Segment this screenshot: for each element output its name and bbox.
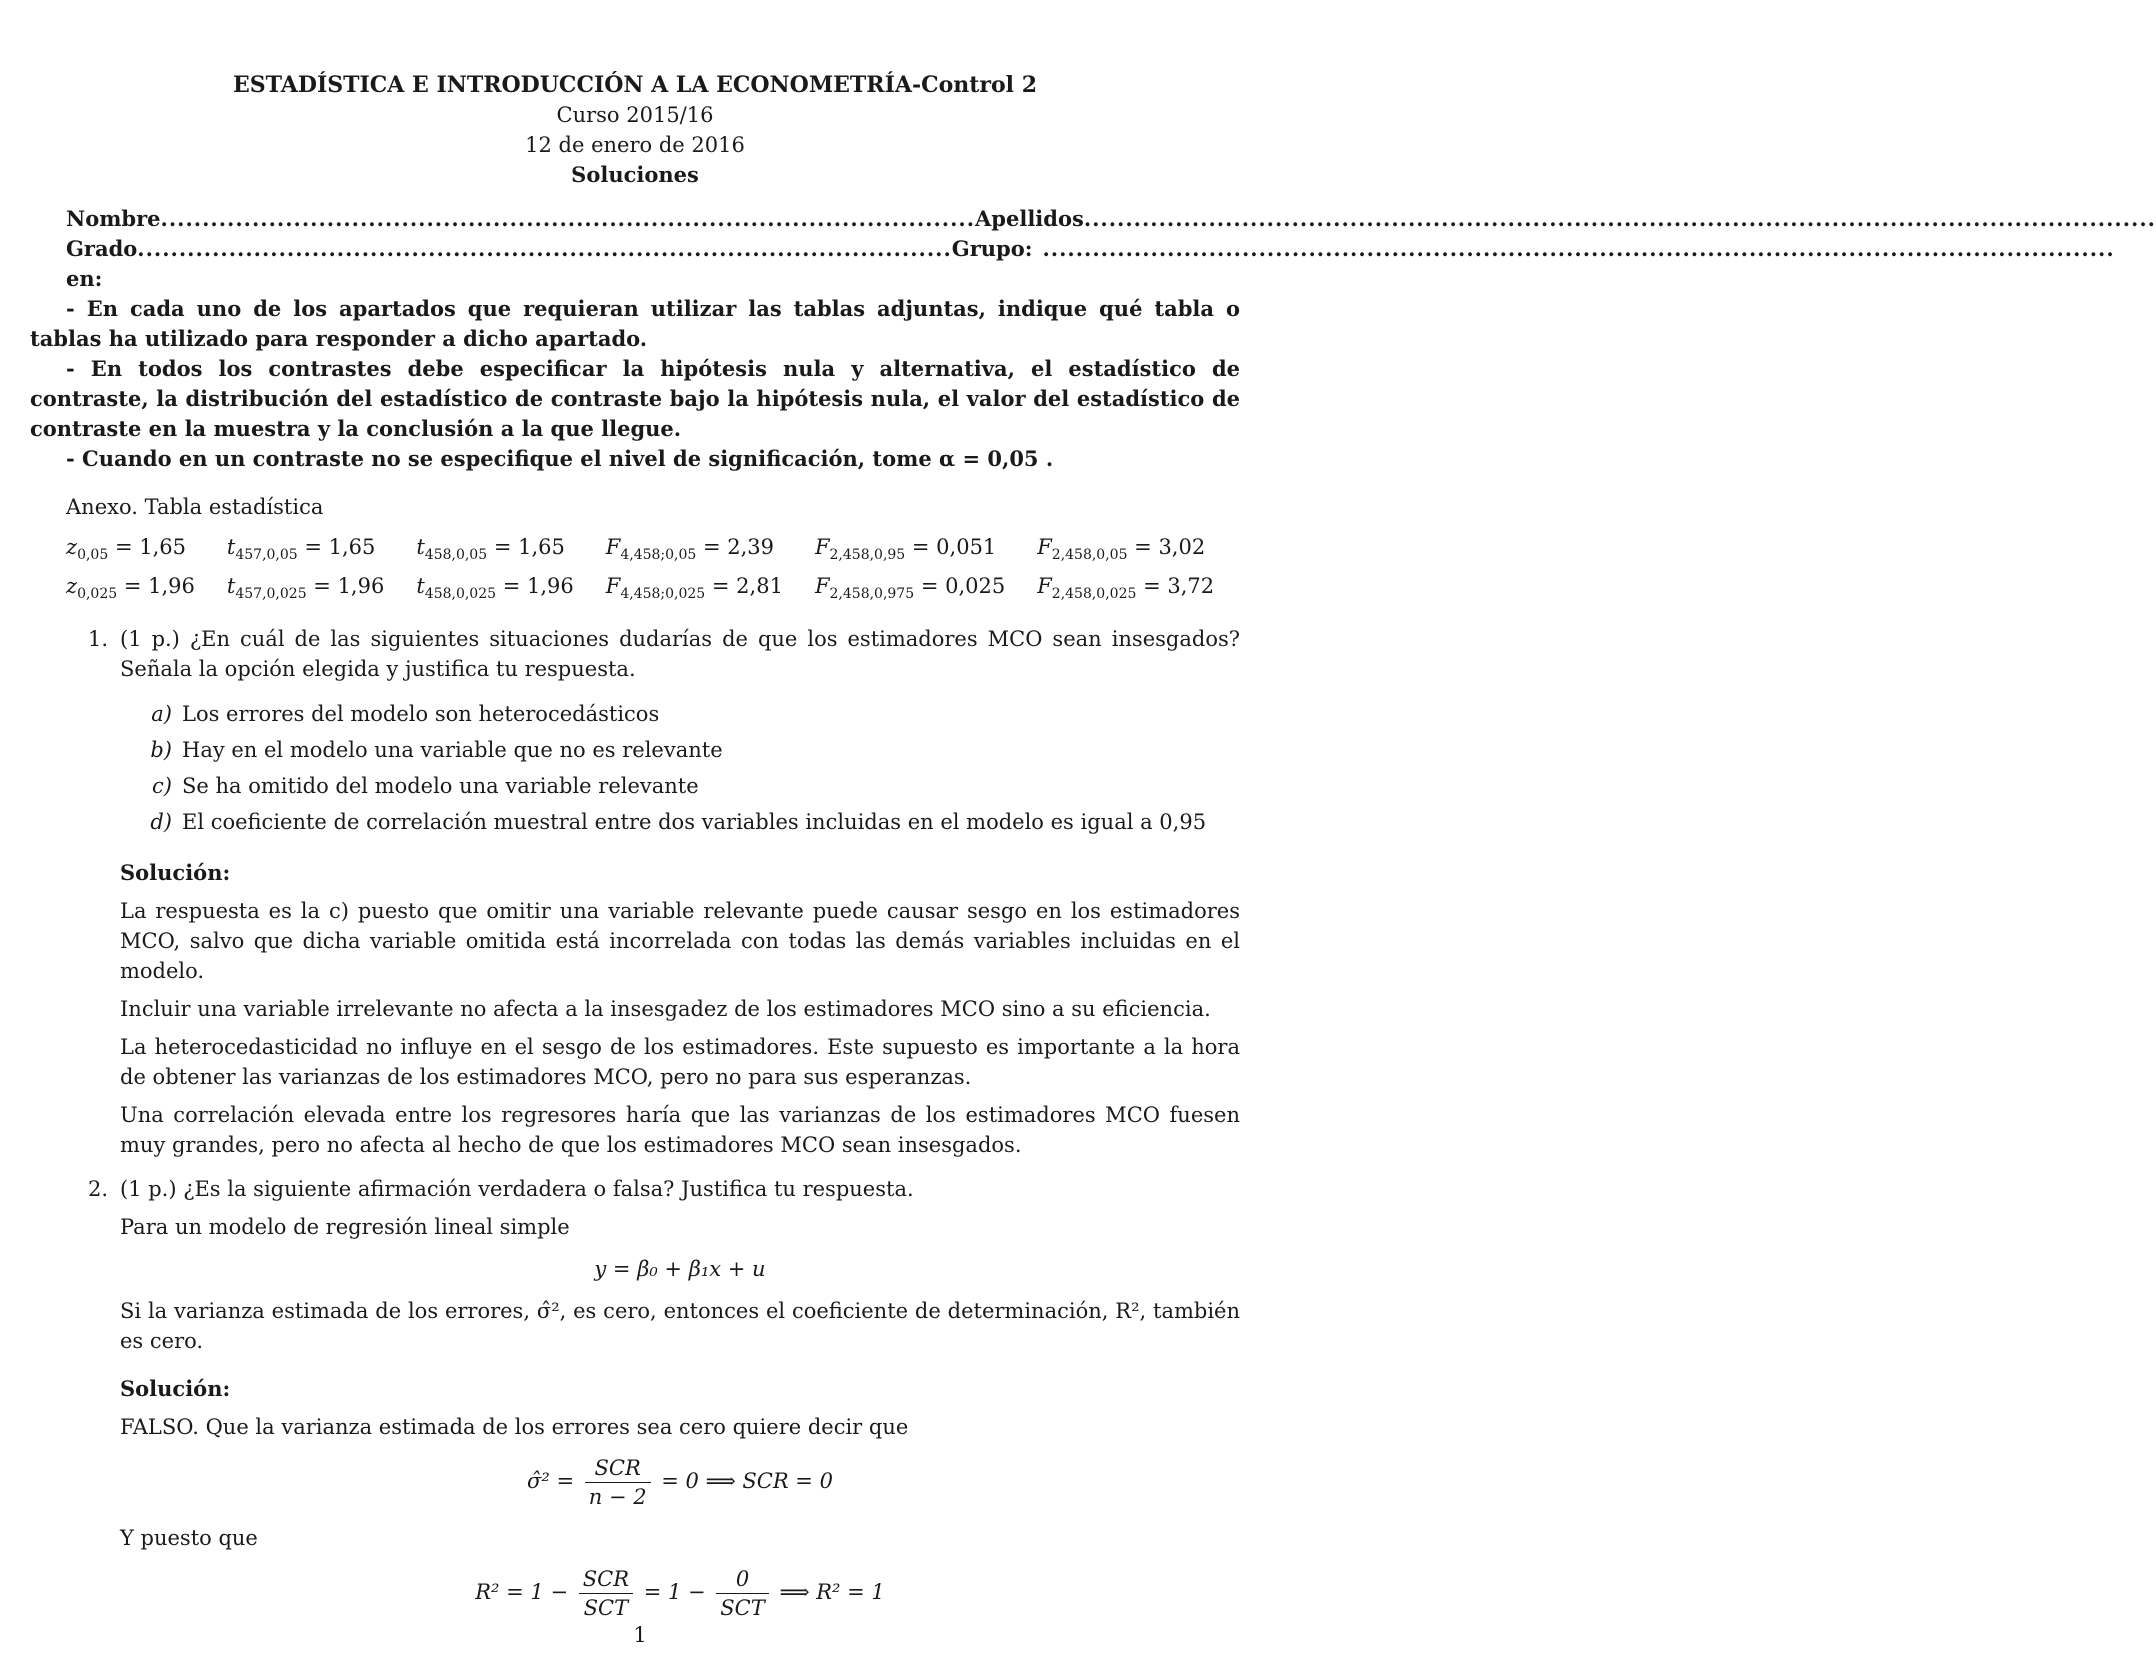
question-2-intro: Para un modelo de regresión lineal simple bbox=[120, 1215, 570, 1240]
stats-cell bbox=[1037, 532, 1246, 571]
stats-subscript: 2,458,0,05 bbox=[1051, 547, 1128, 564]
stats-cell bbox=[66, 532, 227, 571]
question-1 bbox=[30, 624, 1240, 1160]
question-1-text: (1 p.) ¿En cuál de las siguientes situaciones dudarías de que los estimadores MCO sean insesgados? Señala la opción elegida y justifica tu respuesta. bbox=[120, 627, 1240, 682]
option-a-label: a) bbox=[151, 702, 172, 727]
instruction-contrasts: - En todos los contrastes debe especificar la hipótesis nula y alternativa, el estadístico de contraste, la distribución del estadístico de contraste bajo la hipótesis nula, el valor del estadístico de contraste en la muestra y la conclusión a la que llegue. bbox=[30, 356, 1240, 441]
grupo-label: Grupo: bbox=[951, 236, 1033, 261]
question-2-statement: Si la varianza estimada de los errores, σ̂², es cero, entonces el coeficiente de determinación, R², también es cero. bbox=[120, 1299, 1240, 1354]
option-b-label: b) bbox=[150, 738, 172, 763]
apellidos-label: Apellidos bbox=[975, 206, 1084, 231]
stats-table bbox=[66, 532, 1246, 610]
question-2-since: Y puesto que bbox=[120, 1526, 258, 1551]
stats-symbol: F bbox=[1037, 574, 1052, 599]
question-2-text: (1 p.) ¿Es la siguiente afirmación verdadera o falsa? Justifica tu respuesta. bbox=[120, 1177, 914, 1202]
r2-fraction-2 bbox=[716, 1565, 768, 1622]
stats-cell bbox=[606, 571, 815, 610]
stats-cell bbox=[815, 532, 1037, 571]
date-line: 12 de enero de 2016 bbox=[525, 133, 745, 157]
stats-value: = 1,96 bbox=[313, 574, 385, 599]
nombre-label: Nombre bbox=[66, 206, 161, 231]
stats-cell bbox=[227, 571, 416, 610]
option-c bbox=[140, 768, 1240, 804]
stats-subscript: 457,0,025 bbox=[235, 586, 307, 603]
stats-cell bbox=[416, 571, 605, 610]
variance-fraction-den: n − 2 bbox=[588, 1485, 647, 1510]
stats-subscript: 4,458;0,025 bbox=[620, 586, 706, 603]
question-1-solution-p2: Incluir una variable irrelevante no afecta a la insesgadez de los estimadores MCO sino a su eficiencia. bbox=[120, 997, 1211, 1022]
variance-fraction-num: SCR bbox=[585, 1454, 651, 1483]
document-title: ESTADÍSTICA E INTRODUCCIÓN A LA ECONOMETRÍA-Control 2 bbox=[232, 72, 1038, 98]
stats-symbol: t bbox=[226, 535, 236, 559]
grado-dots: .................................................................................................. bbox=[137, 236, 952, 261]
variance-eq-lhs: σ̂² = bbox=[527, 1469, 575, 1494]
stats-symbol: z bbox=[66, 574, 78, 599]
r2-fraction-2-num: 0 bbox=[716, 1565, 768, 1594]
option-c-label: c) bbox=[152, 774, 172, 799]
stats-subscript: 0,025 bbox=[77, 586, 118, 603]
option-b bbox=[140, 732, 1240, 768]
r2-fraction-1 bbox=[579, 1565, 633, 1622]
instruction-significance: - Cuando en un contraste no se especifique el nivel de significación, tome α = 0,05 . bbox=[66, 446, 1054, 471]
r2-equation bbox=[120, 1565, 1240, 1622]
stats-cell bbox=[227, 532, 416, 571]
stats-subscript: 457,0,05 bbox=[235, 547, 298, 564]
stats-cell bbox=[1037, 571, 1246, 610]
stats-row bbox=[66, 532, 1246, 571]
stats-symbol: F bbox=[814, 574, 830, 599]
stats-value: = 0,051 bbox=[911, 535, 997, 559]
question-2-solution-title: Solución: bbox=[120, 1376, 231, 1402]
annex-title: Anexo. Tabla estadística bbox=[66, 495, 324, 519]
stats-value: = 1,96 bbox=[123, 574, 195, 599]
instruction-tables: - En cada uno de los apartados que requieran utilizar las tablas adjuntas, indique qué tabla o tablas ha utilizado para responder a dicho apartado. bbox=[30, 296, 1240, 351]
name-fill-line bbox=[30, 204, 2156, 234]
stats-value: = 2,39 bbox=[703, 535, 775, 559]
r2-fraction-2-den: SCT bbox=[720, 1596, 765, 1621]
apellidos-dots: ................................................................................................................................. bbox=[1083, 206, 2156, 231]
grado-label: Grado en: bbox=[66, 236, 138, 291]
stats-value: = 2,81 bbox=[711, 574, 783, 599]
stats-subscript: 458,0,05 bbox=[424, 547, 488, 564]
document-header bbox=[30, 70, 1240, 190]
nombre-dots: .................................................................................................. bbox=[160, 206, 976, 231]
stats-value: = 3,02 bbox=[1134, 535, 1206, 559]
variance-fraction bbox=[585, 1454, 651, 1511]
stats-subscript: 2,458,0,95 bbox=[829, 547, 906, 564]
stats-value: = 3,72 bbox=[1143, 574, 1215, 599]
stats-value: = 1,96 bbox=[502, 574, 574, 599]
option-c-text: Se ha omitido del modelo una variable relevante bbox=[182, 774, 699, 799]
question-1-solution-title: Solución: bbox=[120, 860, 231, 886]
grupo-dots: ................................................................................................................................. bbox=[1042, 236, 2115, 261]
option-d-text: El coeficiente de correlación muestral entre dos variables incluidas en el modelo es igual a 0,95 bbox=[182, 810, 1207, 835]
stats-symbol: t bbox=[226, 574, 236, 599]
r2-fraction-1-den: SCT bbox=[583, 1596, 629, 1621]
grado-fill-line bbox=[30, 234, 2115, 294]
r2-eq-lhs: R² = 1 − bbox=[475, 1580, 569, 1605]
course-line: Curso 2015/16 bbox=[556, 103, 714, 127]
stats-subscript: 4,458;0,05 bbox=[620, 547, 697, 564]
stats-cell bbox=[416, 532, 605, 571]
question-1-solution-p3: La heterocedasticidad no influye en el sesgo de los estimadores. Este supuesto es importante a la hora de obtener las varianzas de los estimadores MCO, pero no para sus esperanzas. bbox=[120, 1035, 1240, 1090]
model-equation: y = β₀ + β₁x + u bbox=[594, 1257, 766, 1282]
option-d bbox=[140, 804, 1240, 840]
question-2-solution-intro: FALSO. Que la varianza estimada de los errores sea cero quiere decir que bbox=[120, 1415, 909, 1440]
stats-symbol: t bbox=[416, 535, 425, 559]
r2-fraction-1-num: SCR bbox=[579, 1565, 633, 1594]
option-d-label: d) bbox=[150, 810, 172, 835]
stats-value: = 0,025 bbox=[920, 574, 1006, 599]
variance-equation bbox=[120, 1454, 1240, 1511]
question-1-solution-p4: Una correlación elevada entre los regresores haría que las varianzas de los estimadores MCO fuesen muy grandes, pero no afecta al hecho de que los estimadores MCO sean insesgados. bbox=[120, 1103, 1240, 1158]
option-b-text: Hay en el modelo una variable que no es relevante bbox=[182, 738, 723, 763]
question-2-number: 2. bbox=[87, 1177, 108, 1202]
option-a bbox=[140, 696, 1240, 732]
stats-cell bbox=[815, 571, 1037, 610]
question-1-options bbox=[140, 696, 1240, 840]
stats-symbol: F bbox=[605, 535, 621, 559]
document-page bbox=[30, 70, 2156, 1634]
stats-value: = 1,65 bbox=[304, 535, 376, 559]
stats-subscript: 2,458,0,025 bbox=[1051, 586, 1137, 603]
r2-eq-rhs: ⟹ R² = 1 bbox=[779, 1580, 885, 1605]
page-number: 1 bbox=[633, 1623, 647, 1647]
stats-symbol: F bbox=[605, 574, 621, 599]
variance-eq-rhs: = 0 ⟹ SCR = 0 bbox=[661, 1469, 833, 1494]
stats-subscript: 458,0,025 bbox=[424, 586, 497, 603]
solutions-subtitle: Soluciones bbox=[571, 162, 699, 187]
stats-symbol: z bbox=[66, 535, 78, 559]
stats-subscript: 0,05 bbox=[77, 547, 109, 564]
question-1-number: 1. bbox=[87, 627, 108, 652]
stats-cell bbox=[606, 532, 815, 571]
stats-symbol: F bbox=[1037, 535, 1052, 559]
option-a-text: Los errores del modelo son heterocedásticos bbox=[182, 702, 660, 727]
stats-value: = 1,65 bbox=[493, 535, 565, 559]
stats-symbol: t bbox=[416, 574, 425, 599]
stats-symbol: F bbox=[814, 535, 830, 559]
stats-row bbox=[66, 571, 1246, 610]
question-2 bbox=[30, 1174, 1240, 1634]
stats-subscript: 2,458,0,975 bbox=[829, 586, 915, 603]
stats-value: = 1,65 bbox=[114, 535, 186, 559]
r2-eq-mid: = 1 − bbox=[643, 1580, 706, 1605]
stats-cell bbox=[66, 571, 227, 610]
question-1-solution-p1: La respuesta es la c) puesto que omitir una variable relevante puede causar sesgo en los estimadores MCO, salvo que dicha variable omitida está incorrelada con todas las demás variables incluidas en el modelo. bbox=[120, 899, 1240, 984]
